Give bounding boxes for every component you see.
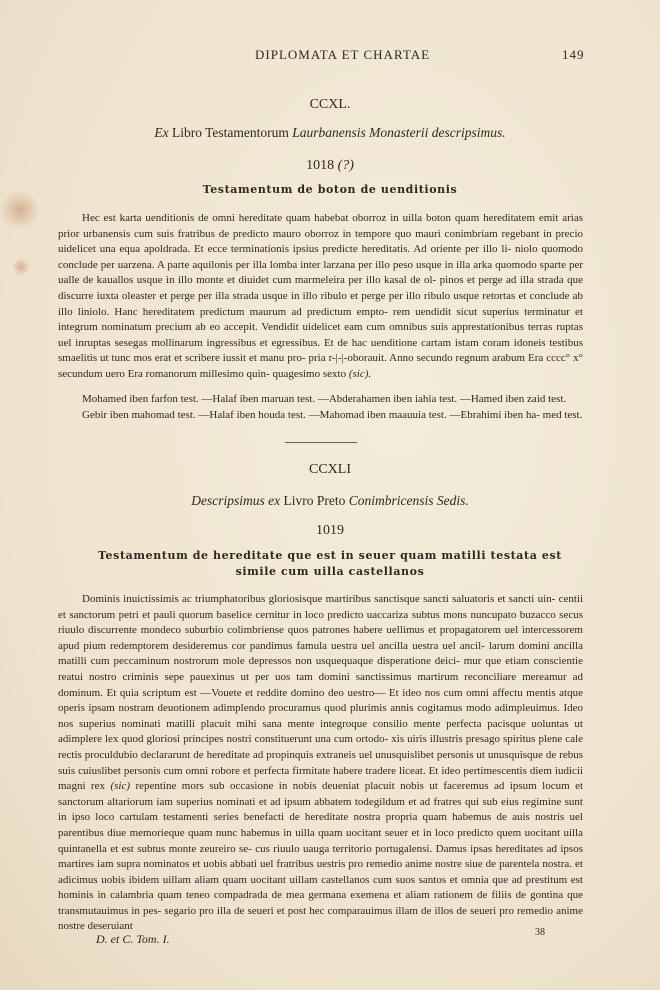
- document-heading: Ex Libro Testamentorum Laurbanensis Monasterii descripsimus.: [154, 125, 506, 140]
- document-year: 1018 (?): [306, 158, 354, 173]
- sheet-number: 38: [535, 927, 545, 938]
- paper-stain: [12, 258, 30, 276]
- document-heading: Descripsimus ex Livro Preto Conimbricensis Sedis.: [191, 493, 469, 508]
- document-subject: Testamentum de boton de uenditionis: [202, 183, 458, 196]
- section-divider: [285, 442, 357, 443]
- document-subject: Testamentum de hereditate que est in seuer quam matilli testata est simile cum uilla castellanos: [98, 549, 562, 578]
- running-title: DIPLOMATA ET CHARTAE: [255, 47, 431, 62]
- witness-list: Mohamed iben farfon test. —Halaf iben maruan test. —Abderahamen iben iahia test. —Hamed iben zaid test.: [82, 393, 567, 405]
- charter-text: Dominis inuictissimis ac triumphatoribus gloriosisque martiribus sanctisque sancti saluatoris et sancti uin- centii et sanctorum petri et pauli quorum baselice cernitur in loco predicto uaccariza subtus mons nuncupato buzacco secus riuulo discurrente mondeco suburbio colimbriense quos patrones habere uellimus et propagatorem uel intercessorem apud pium redemptorem desideremus cor pandimus famula uestra uel ancilla uestra uel ancil- larum domini ancilla matilli cum peccaminum nostrorum mole depressos non usquequaque disperatione deici- mur que etiam conscientie reatui nostro criminis sepe pauexinus ut per uos tam domini sanctissimus martirum reconciliare mereamur ad dominum. Et quia scriptum est —Vouete et reddite domino deo uestro— Et ideo nos cum omni affectu mentis atque operis ipsam nostram deuotionem adimplendo procuramus quod plurimis annis cogitamus modo adimpleuimus. Ideo nos superius nominati matilli placuit mihi sana mente integroque consilio mente perfecta pacisque uoluntas ut adimplere lex quod gloriosi principes nostri constituerunt una cum ortodo- xis uiris illustris presago spiritus plene cale rectis proculdubio declararunt de hereditate ad propinquis extraneis uel unusquislibet personis ut unusquisque de rebus suis cuiuslibet personis cum omni robore et perfecta firmitate habere tradere liceat. Et ideo pertimescentis diem iudicii magni rex (sic) repentine mors sub occasione in nobis deueniat placuit nobis ut faceremus ad ipsum locum et sanctorum altariorum iam superius nominati et ad ipsum abbatem todegildum et ad fratres qui sub eius regimine sunt in ipso loco cartulam testamenti series benefacti de hereditate nostra propria quam habemus de auis nostris uel parentibus diue memorieque quam nunc habemus in uilla quam uocitant seuer et in loco predicto quem uocitant uilla quintanella et est subtus monte zeureiro se- cus riuulo uauga territorio portugalensi. Damus ipsas hereditates ad ipsos martires iam supra nominatos et uobis abbati uel fratribus uestris pro remedio anime nostre siue de parentela nostra. et adicimus uobis ibidem uillam aliam quam uocitant uillam castellanos cum suos santos et omnia que ad prestitum est hominis in calambria quam teneo compadrada de mea germana exemena et aliam rationem de filiis de gontina que transmutauimus in pes- segario pro illa de seueri et post hec comparauimus illam de illos de seueri pro remedio anime nostre deseruiant: [58, 593, 584, 933]
- page-number: 149: [562, 47, 585, 62]
- document-numeral: CCXL.: [309, 97, 351, 112]
- charter-text: Hec est karta uenditionis de omni hereditate quam habebat oborroz in uilla boton quam hereditatem emit arias prior urbanensis cum suis fratribus de predicto mauro oborroz in tempore quo mauri conimbriam regebant in precio uidelicet una equa apoldrada. Et ecce terminationis ipsius predicte hereditatis. Ad oriente per illo li- niolo quomodo conclude per uarzena. A parte aquilonis per illa lomba inter larzana per illo peso usque in illa arka quomodo sparte per ualle de kauallos usque in illo monte et diuidet cum marmeleira per illo kasal de ol- pinos et perge ad illa strada que discurre iuxta oleaster et perge per illa strada usque in illo ribulo et perge per illo ribulo usque retortas et conclude ab illo liniolo. Hanc hereditatem predictum maurum ad predictum empto- rem uendidit sicut superius terminatur et integrum nominatum precium ab eo accepit. Vendidit uidelicet eam cum omnibus suis apprestationibus terras ruptas uel inruptas sesegas mollinarum ingressibus et egressibus. Et de hac uenditione cartam istam coram idoneis testibus smaelitis ut tunc mos erat et scribere iussit et manu pro- pria r-|-|-oborauit. Anno secundo regnum arabum Era cccc° x° secundum uero Era romanorum millesimo quin- quagesimo sexto (sic).: [58, 212, 583, 380]
- running-head: [0, 47, 660, 67]
- witness-list: Gebir iben mahomad test. —Halaf iben houda test. —Mahomad iben maauuia test. —Ebrahimi iben ha- med test.: [82, 409, 583, 421]
- signature-mark: D. et C. Tom. I.: [96, 932, 170, 946]
- document-year: 1019: [316, 523, 344, 538]
- document-numeral: CCXLI: [309, 462, 351, 477]
